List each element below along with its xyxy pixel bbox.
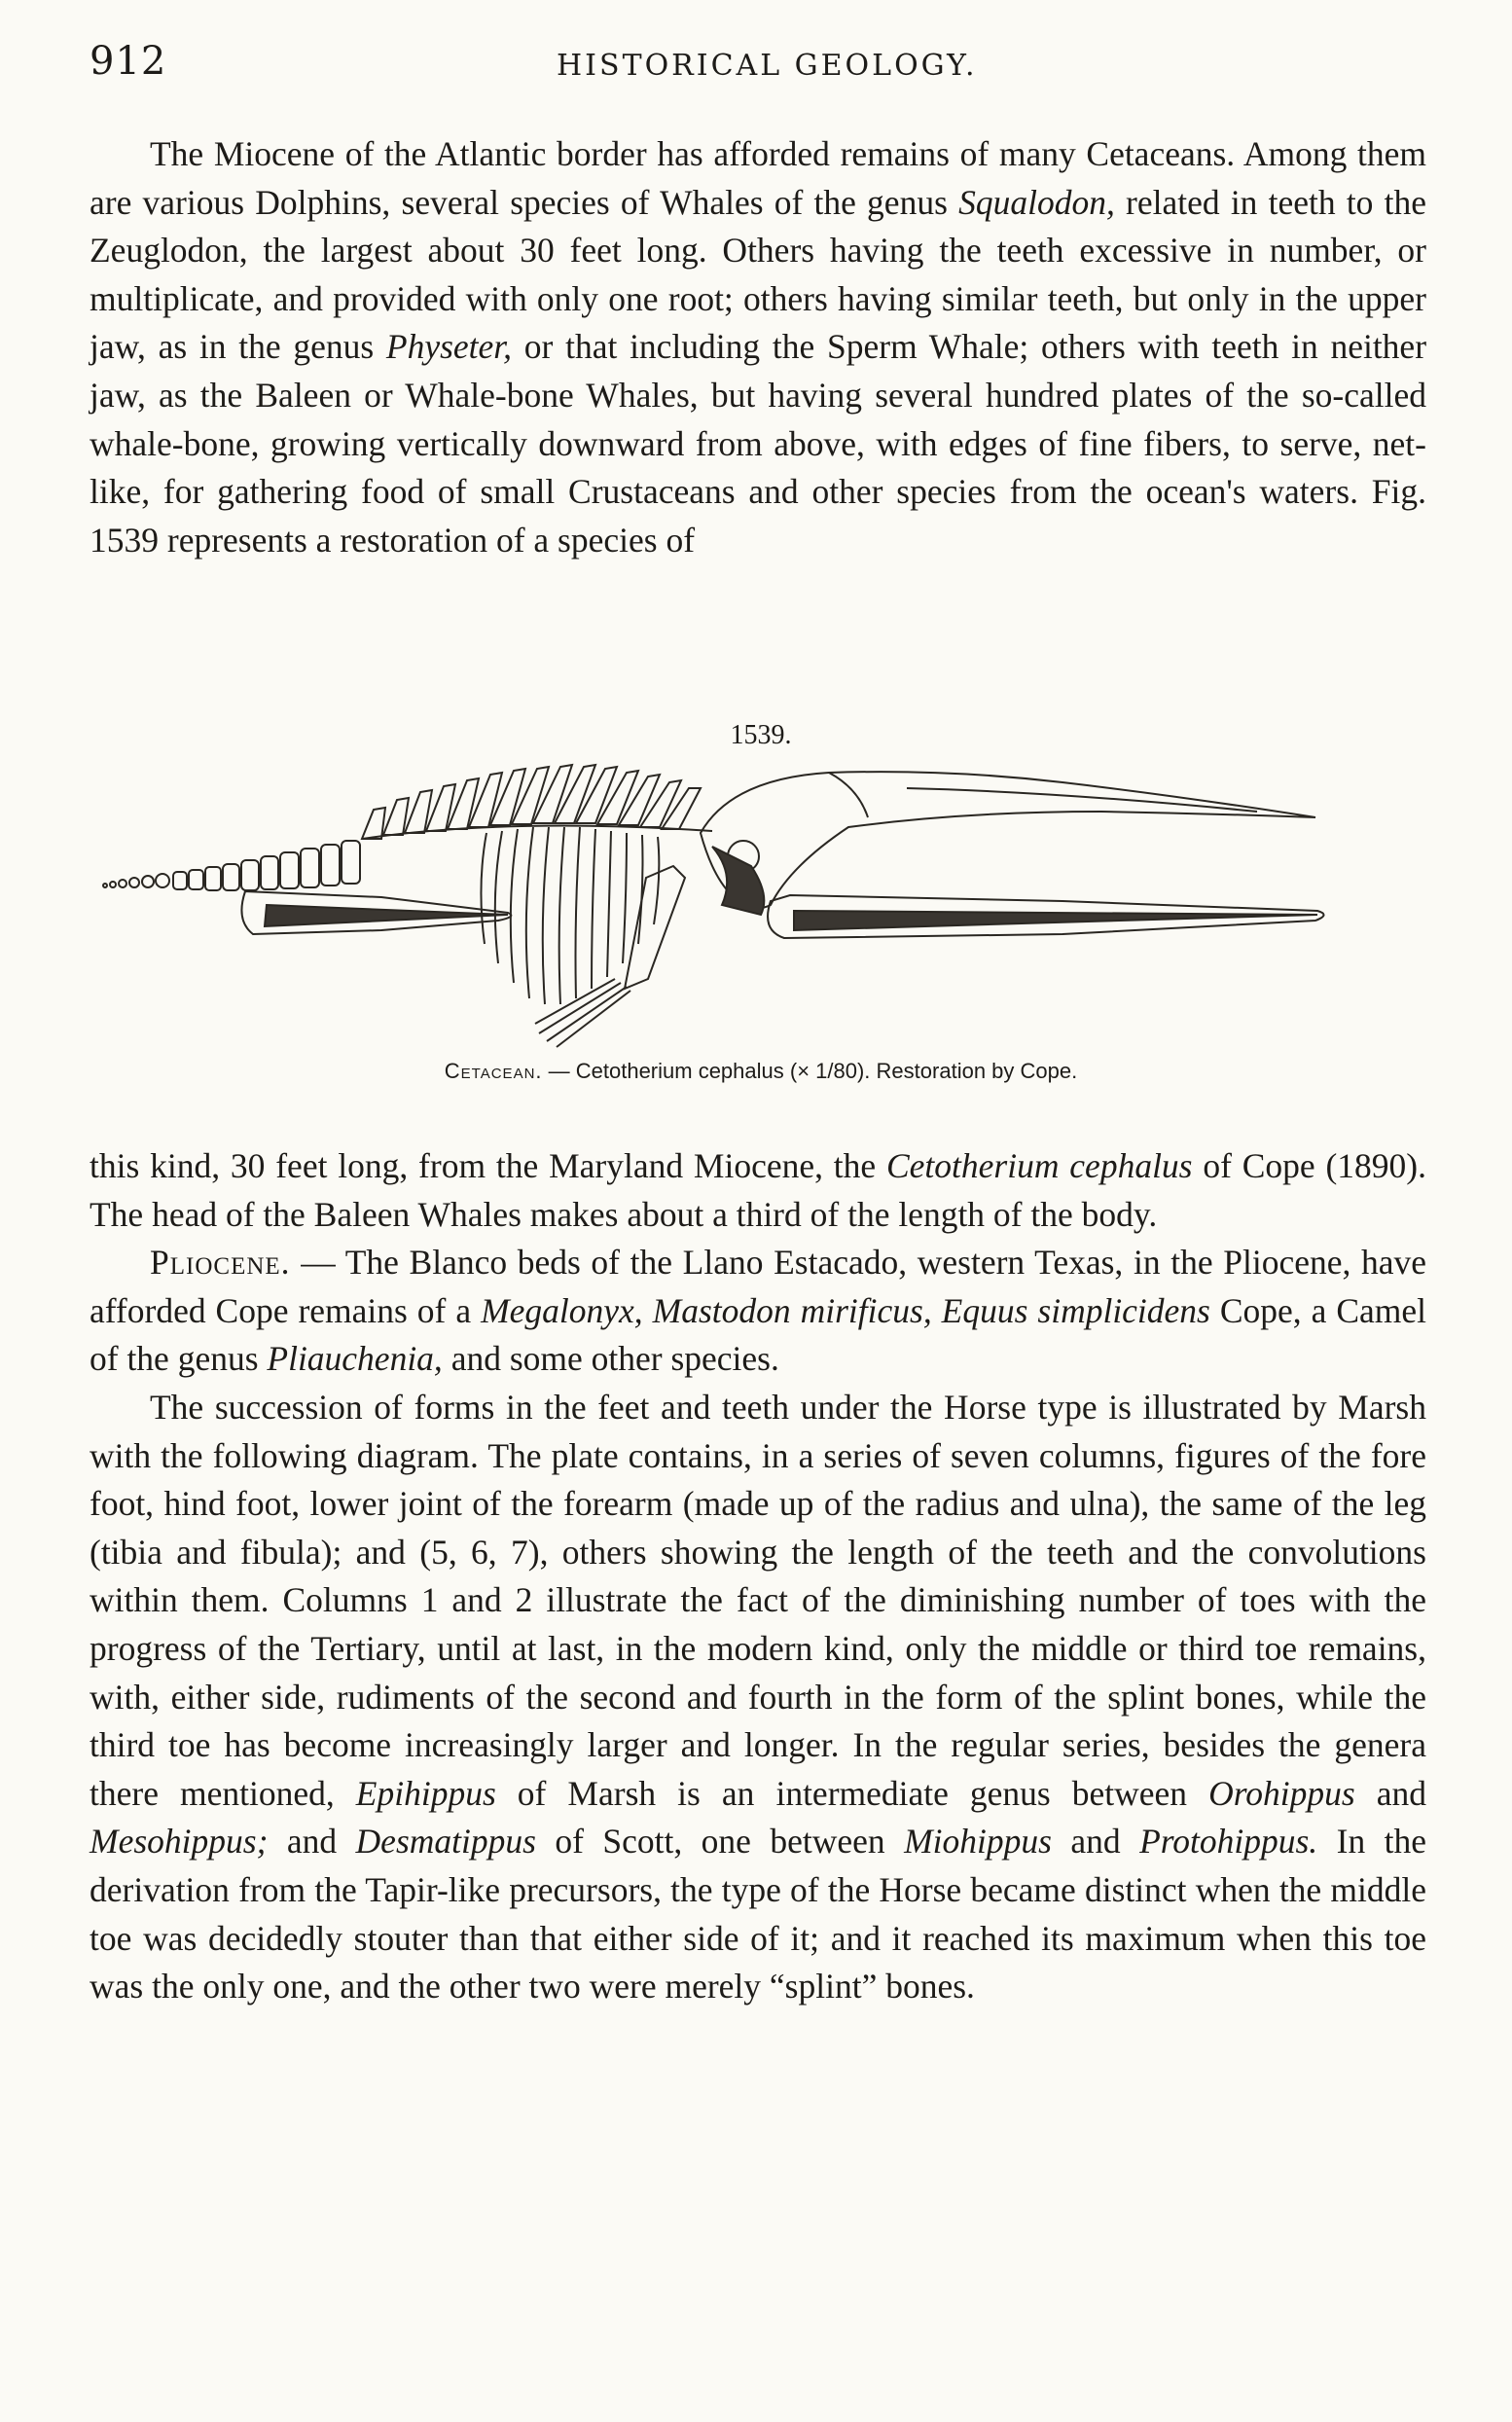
caption-species: Cetotherium cephalus <box>575 1059 784 1083</box>
species-cetotherium: Cetotherium cephalus <box>886 1146 1193 1185</box>
caption-dash: — <box>542 1059 576 1083</box>
genus-squalodon: Squalodon, <box>958 182 1115 222</box>
section-label-pliocene: Pliocene. <box>150 1243 291 1283</box>
text-run: of Cope (1890). The head of the Baleen Whales makes about a third of the length of the body. <box>90 1146 1426 1234</box>
lower-jaw <box>768 895 1323 938</box>
lower-bones-left <box>241 891 511 934</box>
caption-label: Cetacean. <box>444 1059 543 1083</box>
species-equus: Equus simplicidens <box>941 1290 1210 1330</box>
figure-caption <box>90 1059 1432 1084</box>
text-run: or that including the Sperm Whale; others with teeth in neither jaw, as the Baleen or Whale-bone Whales, but having several hundred plates of the so-called whale-bone, growing vertically downward from above, with edges of fine fibers, to serve, net-like, for gathering food of small Crustaceans and other species from the ocean's waters. Fig. 1539 represents a restoration of a species of <box>90 327 1427 560</box>
text-run: this kind, 30 feet long, from the Maryland Miocene, the <box>90 1146 886 1185</box>
continuation-paragraph <box>90 1142 1426 1239</box>
text-run: The Miocene of the Atlantic border has afforded remains of many Cetaceans. Among them are various Dolphins, several species of Whales of the genus <box>90 134 1426 222</box>
text-run: and <box>268 1822 356 1862</box>
text-run: and some other species. <box>442 1339 779 1379</box>
caption-credit: Restoration by Cope. <box>876 1059 1078 1083</box>
pliocene-paragraph <box>90 1239 1426 1384</box>
figure-number: 1539. <box>730 720 792 750</box>
genus-miohippus: Miohippus <box>904 1822 1052 1862</box>
tail-vertebrae <box>103 841 360 890</box>
text-run: The succession of forms in the feet and teeth under the Horse type is illustrated by Marsh with the following diagram. The plate contains, in a series of seven columns, figures of the fore foot, hind foot, lower joint of the forearm (made up of the radius and ulna), the same of the leg (tibia and fibula); and (5, 6, 7), others showing the length of the teeth and the convolutions within them. Columns 1 and 2 illustrate the fact of the diminishing number of toes with the progress of the Tertiary, until at last, in the modern kind, only the middle or third toe remains, with, either side, rudiments of the second and fourth in the form of the splint bones, while the third toe has become increasingly larger and longer. In the regular series, besides the genera there mentioned, <box>90 1387 1426 1813</box>
text-run: of Marsh is an intermediate genus between <box>495 1773 1209 1813</box>
genus-megalonyx: Megalonyx, <box>481 1290 643 1330</box>
caption-scale: (× 1/80). <box>783 1059 877 1083</box>
genus-epihippus: Epihippus <box>355 1773 496 1813</box>
main-text-lower <box>90 1142 1426 2011</box>
genus-desmatippus: Desmatippus <box>355 1822 536 1862</box>
genus-protohippus: Protohippus. <box>1139 1822 1318 1862</box>
horse-paragraph <box>90 1384 1426 2011</box>
text-run: and <box>1051 1822 1140 1862</box>
running-header <box>90 39 1432 88</box>
page-number: 912 <box>90 39 167 84</box>
text-run: related in teeth to the Zeuglodon, the largest about 30 feet long. Others having the teeth excessive in number, or multiplicate, and provided with only one root; others having similar teeth, but only in the upper jaw, as in the genus <box>90 182 1427 367</box>
genus-physeter: Physeter, <box>385 327 513 367</box>
genus-mesohippus: Mesohippus; <box>90 1822 269 1862</box>
text-run: In the derivation from the Tapir-like precursors, the type of the Horse became distinct when the middle toe was decidedly stouter than that either side of it; and it reached its maximum when this toe was the only one, and the other two were merely “splint” bones. <box>90 1822 1426 2006</box>
dorsal-vertebrae <box>362 765 712 839</box>
text-run: — The Blanco beds of the Llano Estacado, western Texas, in the Pliocene, have afforded Cope remains of a <box>90 1243 1426 1330</box>
genus-pliauchenia: Pliauchenia, <box>267 1339 443 1379</box>
skull <box>701 772 1315 915</box>
figure-1539 <box>90 710 1432 1100</box>
running-title: HISTORICAL GEOLOGY. <box>557 49 978 83</box>
whale-skeleton-illustration <box>90 749 1432 1051</box>
text-run: Cope, a Camel of the genus <box>90 1290 1427 1379</box>
text-run: of Scott, one between <box>535 1822 905 1862</box>
cetaceans-paragraph-block <box>90 130 1426 564</box>
genus-orohippus: Orohippus <box>1208 1773 1355 1813</box>
species-mastodon: Mastodon mirificus, <box>652 1290 932 1330</box>
cetaceans-paragraph <box>90 130 1426 564</box>
text-run: and <box>1354 1773 1426 1813</box>
